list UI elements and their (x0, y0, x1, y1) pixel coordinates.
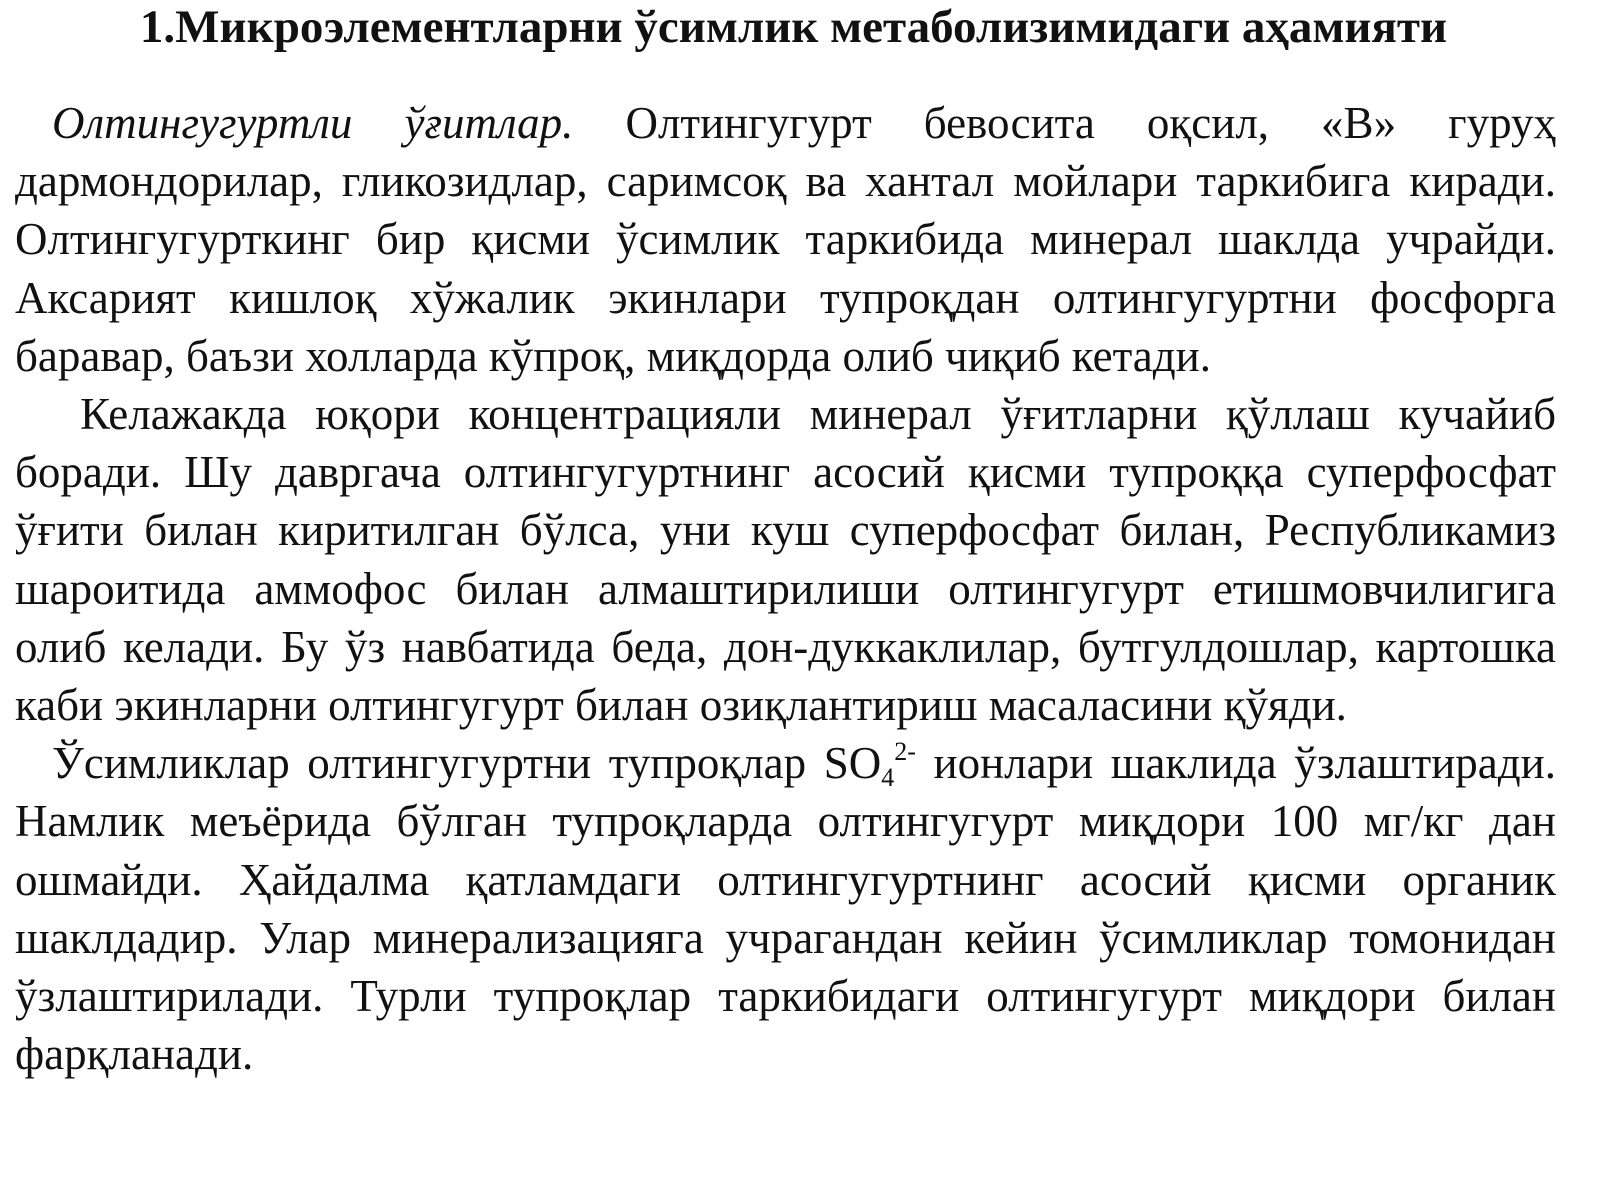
paragraph-text: Олтингугурт бевосита оқсил, «В» гуруҳ дармондорилар, гликозидлар, саримсоқ ва хантал мойлари таркибига киради. Олтингугурткинг бир қисми ўсимлик таркибида минерал шаклда учрайди. Аксарият кишлоқ хўжалик экинлари тупроқдан олтингугуртни фосфорга баравар, баъзи холларда кўпроқ, миқдорда олиб чиқиб кетади. (15, 98, 1556, 381)
paragraph-future-fertilizers (15, 385, 1556, 734)
formula-superscript: 2- (894, 737, 916, 767)
paragraph-lead-heading: Олтингугуртли ўғитлар. (52, 98, 574, 148)
paragraph-sulfate-uptake (15, 734, 1556, 1083)
paragraph-text-after-formula: ионлари шаклида ўзлаштиради. Намлик меъёрида бўлган тупроқларда олтингугурт миқдори 100 мг/кг дан ошмайди. Ҳайдалма қатламдаги олтингугуртнинг асосий қисми органик шаклдадир. Улар минерализацияга учрагандан кейин ўсимликлар томонидан ўзлаштирилади. Турли тупроқлар таркибидаги олтингугурт миқдори билан фарқланади. (15, 738, 1556, 1080)
document-title: 1.Микроэлементларни ўсимлик метаболизимидаги аҳамияти (139, 1, 1448, 53)
document-body (15, 94, 1556, 1083)
sulfate-formula (823, 737, 916, 793)
formula-base: SO (823, 738, 882, 789)
formula-subscript: 4 (881, 763, 895, 793)
paragraph-sulfur-fertilizers (15, 94, 1556, 385)
paragraph-text: Келажакда юқори концентрацияли минерал ўғитларни қўллаш кучайиб боради. Шу давргача олтингугуртнинг асосий қисми тупроққа суперфосфат ўғити билан киритилган бўлса, уни куш суперфосфат билан, Республикамиз шароитида аммофос билан алмаштирилиши олтингугурт етишмовчилигига олиб келади. Бу ўз навбатида беда, дон-дуккаклилар, бутгулдошлар, картошка каби экинларни олтингугурт билан озиқлантириш масаласини қўяди. (15, 389, 1556, 731)
paragraph-text-before-formula: Ўсимликлар олтингугуртни тупроқлар (52, 738, 824, 789)
